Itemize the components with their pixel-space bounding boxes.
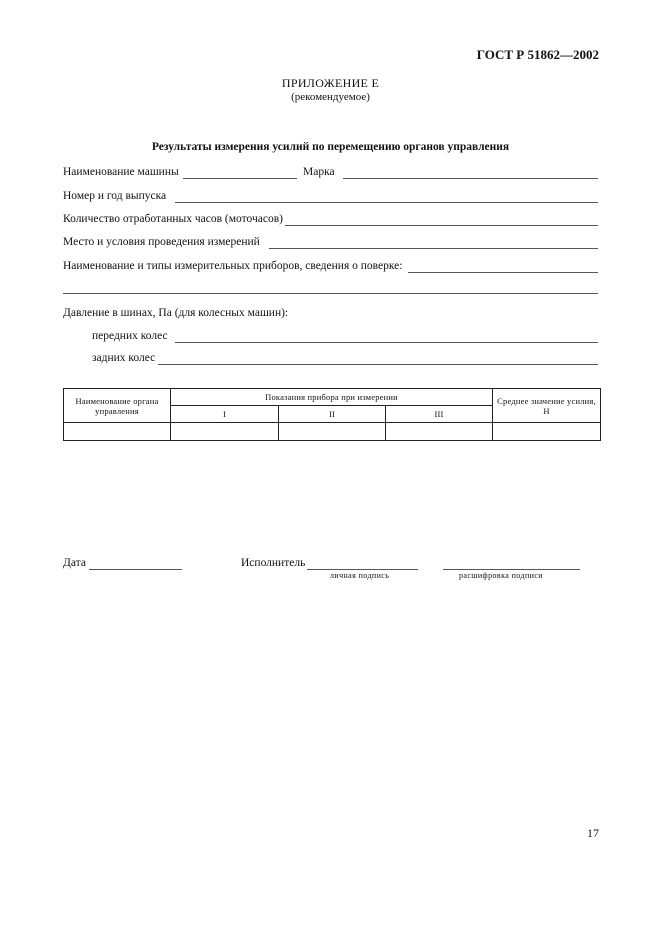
cell-measurement-1[interactable]	[171, 423, 279, 441]
rear-wheels-field[interactable]	[158, 364, 598, 365]
header-control-name: Наименование органа управления	[64, 389, 171, 423]
cell-average[interactable]	[493, 423, 601, 441]
cell-control-name[interactable]	[64, 423, 171, 441]
place-label: Место и условия проведения измерений	[63, 236, 260, 248]
measurement-table	[63, 388, 601, 441]
appendix-subtitle: (рекомендуемое)	[291, 91, 370, 103]
appendix-title: ПРИЛОЖЕНИЕ Е	[281, 76, 380, 90]
brand-field[interactable]	[343, 178, 598, 179]
machine-name-label: Наименование машины	[63, 166, 179, 178]
instruments-field[interactable]	[408, 272, 598, 273]
rear-wheels-label: задних колес	[92, 352, 156, 364]
date-field[interactable]	[89, 569, 182, 570]
signature-caption: личная подпись	[330, 571, 390, 580]
decoding-caption: расшифровка подписи	[459, 571, 543, 580]
front-wheels-field[interactable]	[175, 342, 598, 343]
number-year-label: Номер и год выпуска	[63, 190, 167, 202]
date-label: Дата	[63, 557, 86, 569]
hours-label: Количество отработанных часов (моточасов)	[63, 213, 283, 225]
header-measurement-3: III	[386, 406, 493, 423]
instruments-label: Наименование и типы измерительных приборов, сведения о поверке:	[63, 260, 403, 272]
header-average: Среднее значение усилия, Н	[493, 389, 601, 423]
hours-field[interactable]	[285, 225, 598, 226]
brand-label: Марка	[303, 166, 335, 178]
header-measurement-1: I	[171, 406, 279, 423]
standard-designation: ГОСТ Р 51862—2002	[476, 47, 599, 62]
cell-measurement-3[interactable]	[386, 423, 493, 441]
front-wheels-label: передних колес	[92, 330, 168, 342]
form-title: Результаты измерения усилий по перемещению органов управления	[151, 141, 510, 153]
page-number: 17	[587, 826, 599, 840]
signature-decoding-field[interactable]	[443, 569, 580, 570]
cell-measurement-2[interactable]	[279, 423, 386, 441]
header-measurement-2: II	[279, 406, 386, 423]
instruments-field-continued[interactable]	[63, 293, 598, 294]
machine-name-field[interactable]	[183, 178, 297, 179]
number-year-field[interactable]	[175, 202, 598, 203]
header-readings: Показания прибора при измерении	[171, 389, 493, 406]
pressure-label: Давление в шинах, Па (для колесных машин):	[63, 307, 289, 319]
signature-field[interactable]	[307, 569, 418, 570]
place-field[interactable]	[269, 248, 598, 249]
executor-label: Исполнитель	[241, 557, 306, 569]
